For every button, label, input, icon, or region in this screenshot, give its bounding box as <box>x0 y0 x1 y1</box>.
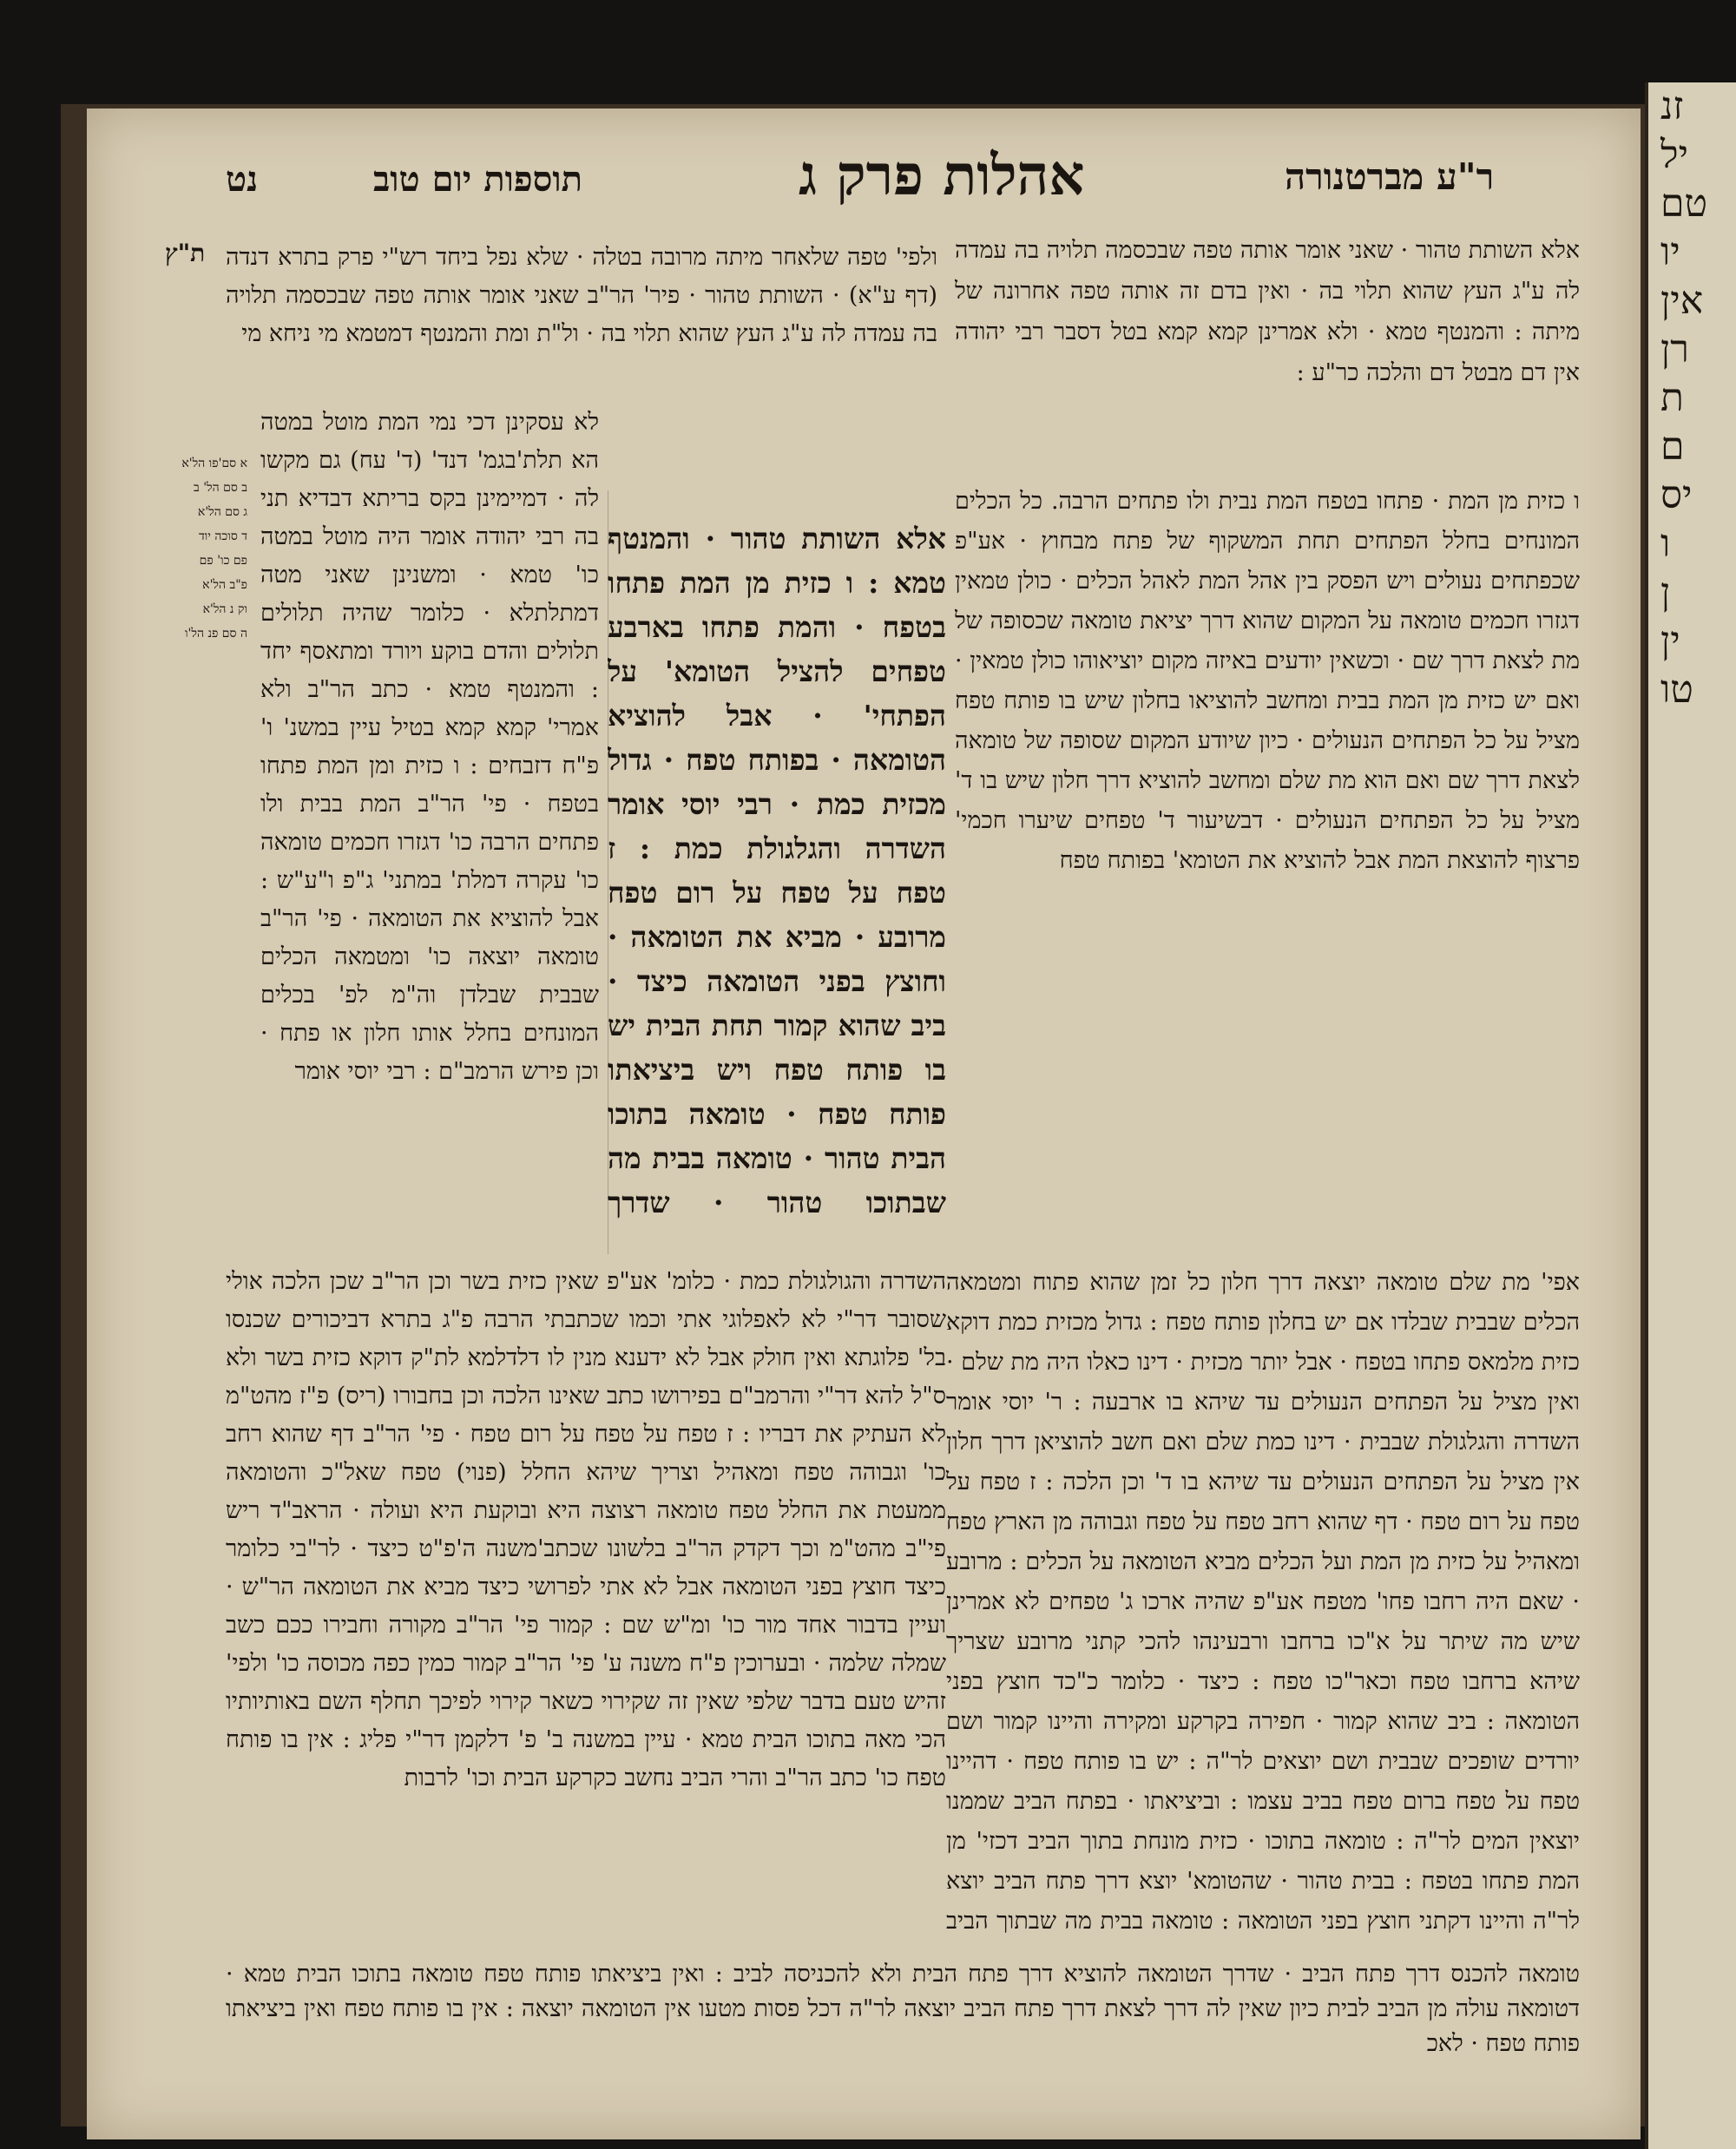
edge-fragment: יל <box>1660 133 1689 177</box>
folio-mark: ת"ץ <box>165 239 206 267</box>
bartenura-heading: ר"ע מברטנורה <box>1285 155 1495 198</box>
margin-references-text: א סם'פו הל'א ב סם הל' ב ג סם הל'א ד סוכה יוד פם כו' פם פ"ב הל'א וק נ הל'א ה סם פנ הל'ו <box>181 457 247 641</box>
bartenura-column <box>955 482 1580 1280</box>
mishna-paragraph: אלא השותת טהור · והמנטף טמא : ו כזית מן המת פתחו בטפח · והמת פתחו בארבע טפחים להציל הטומא' על הפתחי' · אבל להוציא הטומאה · בפותח טפח · גדול מכזית כמת · רבי יוסי אומר השדרה והגלגולת כמת : ז טפח על טפח על רום טפח מרובע · מביא את הטומאה · וחוצץ בפני הטומאה כיצד · ביב שהוא קמור תחת הבית יש בו פותח טפח ויש ביציאתו פותח טפח · טומאה בתוכו הבית טהור · טומאה בבית מה שבתוכו טהור · שדרך <box>608 522 946 1219</box>
edge-fragment: יס <box>1660 473 1693 517</box>
next-page-edge <box>1645 82 1736 2149</box>
bartenura-top-text <box>955 230 1580 482</box>
bartenura-lower-text <box>946 1263 1580 1949</box>
document-page <box>87 108 1641 2139</box>
bottom-continuation-text <box>226 1957 1580 2087</box>
page-number: נט <box>226 159 259 200</box>
tosafot-lower-text <box>226 1263 946 1957</box>
mishna-text <box>608 516 946 1228</box>
tosafot-column <box>260 404 599 1272</box>
tosafot-heading: תוספות יום טוב <box>373 159 582 200</box>
tosafot-lower-paragraph: השדרה והגולגולת כמת · כלומ' אע"פ שאין כזית בשר וכן הר"ב שכן הלכה אולי שסובר דר"י לא לאפלוגי אתי וכמו שכתבתי הרבה פ"ג בתרא דביכורים שכנסו בל' פלוגתא ואין חולק אבל לא ידענא מנין לו דלדלמא לת"ק דוקא כזית בשר ולא ס"ל להא דר"י והרמב"ם בפירושו כתב שאינו הלכה וכן בחבורו (ריס) פ"ז מהט"מ לא העתיק את דבריו : ז טפח על טפח על רום טפח · פי' הר"ב דף שהוא רחב כו' וגבוהה טפח ומאהיל וצריך שיהא החלל (פנוי) טפח שאל"כ והטומאה ממעטת את החלל טפח טומאה רצוצה היא ובוקעת היא ועולה · הראב"ד ריש פי"ב מהט"מ וכך דקדק הר"ב בלשונו שכתב'משנה ה'פ"ט כיצד · לר"בי כלומר כיצד חוצץ בפני הטומאה אבל לא אתי לפרושי כיצד מביא את הטומאה הר"ש · ועיין בדבור אחד מור כו' ומ"ש שם : קמור פי' הר"ב מקורה וחבירו ככם כשב שמלה שלמה · ובערוכין פ"ח משנה ע' פי' הר"ב קמור כמין כפה מכוסה כו' ולפי' זהיש טעם בדבר שלפי שאין זה שקירוי כשאר קירוי לפיכך תחלף השם באותיותיו הכי מאה בתוכו הבית טמא · עיין במשנה ב' פ' דלקמן דר"י פליג : אין בו פותח טפח כו' כתב הר"ב והרי הביב נחשב כקרקע הבית וכו' לרבות <box>226 1268 946 1791</box>
edge-fragment: זנ <box>1660 84 1684 128</box>
edge-fragment: יו <box>1660 230 1680 274</box>
tosafot-column-paragraph: לא עסקינן דכי נמי המת מוטל במטה הא תלת'בגמ' דנד' (ד' עח) גם מקשו לה · דמיימינן בקס בריתא דבדיא תני בה רבי יהודה אומר היה מוטל במטה כו' טמא · ומשנינן שאני מטה דמתלתלא · כלומר שהיה תלולים תלולים והדם בוקע ויורד ומתאסף יחד : והמנטף טמא · כתב הר"ב ולא אמרי' קמא קמא בטיל עיין במשנ' ו' פ"ח דזבחים : ו כזית ומן המת פתחו בטפח · פי' הר"ב המת בבית ולו פתחים הרבה כו' דגזרו חכמים טומאה כו' עקרה דמלת' במתני' ג"פ ו"ע"ש : אבל להוציא את הטומאה · פי' הר"ב טומאה יוצאה כו' ומטמאה הכלים שבבית שבלדן וה"מ לפ' בכלים המונחים בחלל אותו חלון או פתח · וכן פירש הרמב"ם : רבי יוסי אומר <box>260 409 599 1085</box>
edge-fragment: רן <box>1660 327 1689 371</box>
page-title: אהלות פרק ג <box>799 143 1085 208</box>
edge-fragment: ין <box>1660 619 1680 663</box>
edge-fragment: ת <box>1660 376 1684 420</box>
bartenura-top-paragraph: אלא השותת טהור · שאני אומר אותה טפה שבכסמה תלויה בה עמדה לה ע"ג העץ שהוא תלוי בה · ואין בדם זה אותה טפה אחרונה של מיתה : והמנטף טמא · ולא אמרינן קמא קמא בטל דסבר רבי יהודה אין דם מבטל דם והלכה כר"ע : <box>955 237 1580 386</box>
edge-fragment: טם <box>1660 181 1708 226</box>
bartenura-lower-paragraph: אפי' מת שלם טומאה יוצאה דרך חלון כל זמן שהוא פתוח ומטמאה הכלים שבבית שבלדו אם יש בחלון פותח טפח : גדול מכזית כמת דוקא כזית מלמאס פתחו בטפח · אבל יותר מכזית · דינו כאלו היה מת שלם · ואין מציל על הפתחים הנעולים עד שיהא בו ארבעה : ר' יוסי אומר השדרה והגלגולת שבבית · דינו כמת שלם ואם חשב להוציאן דרך חלון אין מציל על הפתחים הנעולים עד שיהא בו ד' וכן הלכה : ז טפח על טפח על רום טפח · דף שהוא רחב טפח על טפח וגבוהה מן הארץ טפח ומאהיל על כזית מן המת ועל הכלים מביא הטומאה על הכלים : מרובע · שאם היה רחבו פחו' מטפח אע"פ שהיה ארכו ג' טפחים לא אמרינן שיש מה שיתר על א"כו ברחבו ורבעינהו להכי קתני מרובע שצריך שיהא ברחבו טפח וכאר"כו טפח : כיצד · כלומר כ"כד חוצץ בפני הטומאה : ביב שהוא קמור · חפירה בקרקע ומקירה והיינו קמור ושם יורדים שופכים שבבית ושם יוצאים לר"ה : יש בו פותח טפח · דהיינו טפח על טפח ברום טפח בביב עצמו : וביציאתו · בפתח הביב שממנו יוצאין המים לר"ה : טומאה בתוכו · כזית מונחת בתוך הביב דכזי' מן המת פתחו בטפח : בבית טהור · שהטומא' יוצא דרך פתח הביב יוצא לר"ה והיינו דקתני חוצץ בפני הטומאה : טומאה בבית מה שבתוך הביב <box>946 1269 1580 1935</box>
edge-fragment: ם <box>1660 424 1685 469</box>
bartenura-column-paragraph: ו כזית מן המת · פתחו בטפח המת נבית ולו פתחים הרבה. כל הכלים המונחים בחלל הפתחים תחת המשקוף של פתח מבחוץ · אע"פ שכפתחים נעולים ויש הפסק בין אהל המת לאהל הכלים · כולן טמאין דגזרו חכמים טומאה על המקום שהוא דרך יציאת טומאה שכסופה של מת לצאת דרך שם · וכשאין יודעים באיזה מקום יוציאוהו כולן טמאין · ואם יש כזית מן המת בבית ומחשב להוציאו בחלון שיש בו פותח טפח מציל על כל הפתחים הנעולים · כיון שיודע המקום שסופה של טומאה לצאת דרך שם ואם הוא מת שלם ומחשב להוציא דרך חלון שיש בו ד' מציל על כל הפתחים הנעולים · דבשיעור ד' טפחים שיערו חכמי' פרצוף להוצאת המת אבל להוציא את הטומא' בפותח טפח <box>955 488 1580 874</box>
edge-fragment: ו <box>1660 522 1671 566</box>
margin-references <box>152 451 247 712</box>
tosafot-top-paragraph: ולפי' טפה שלאחר מיתה מרובה בטלה · שלא נפל ביחד רש"י פרק בתרא דנדה (דף ע"א) · השותת טהור · פיר' הר"ב שאני אומר אותה טפה שבכסמה תלויה בה עמדה לה ע"ג העץ שהוא תלוי בה · ול"ת ומת והמנטף דמטמא מי ניחא מי <box>226 244 937 347</box>
edge-fragment: טו <box>1660 667 1693 712</box>
edge-fragment: אין <box>1660 279 1704 323</box>
page-header <box>87 143 1641 221</box>
bottom-paragraph: טומאה להכנס דרך פתח הביב · שדרך הטומאה להוציא דרך פתח הבית ולא להכניסה לביב : ואין ביציאתו פותח טפח טומאה בתוכו הבית טמא · דטומאה עולה מן הביב לבית כיון שאין לה דרך לצאת דרך פתח הביב יוצאה לר"ה דכל פסות מטעו אין הטומאה יוצאה : אין בו פותח טפח ואין ביציאתו פותח טפח · לאכ <box>226 1961 1580 2057</box>
tosafot-top-text <box>226 239 937 404</box>
edge-fragment: ן <box>1660 570 1671 614</box>
